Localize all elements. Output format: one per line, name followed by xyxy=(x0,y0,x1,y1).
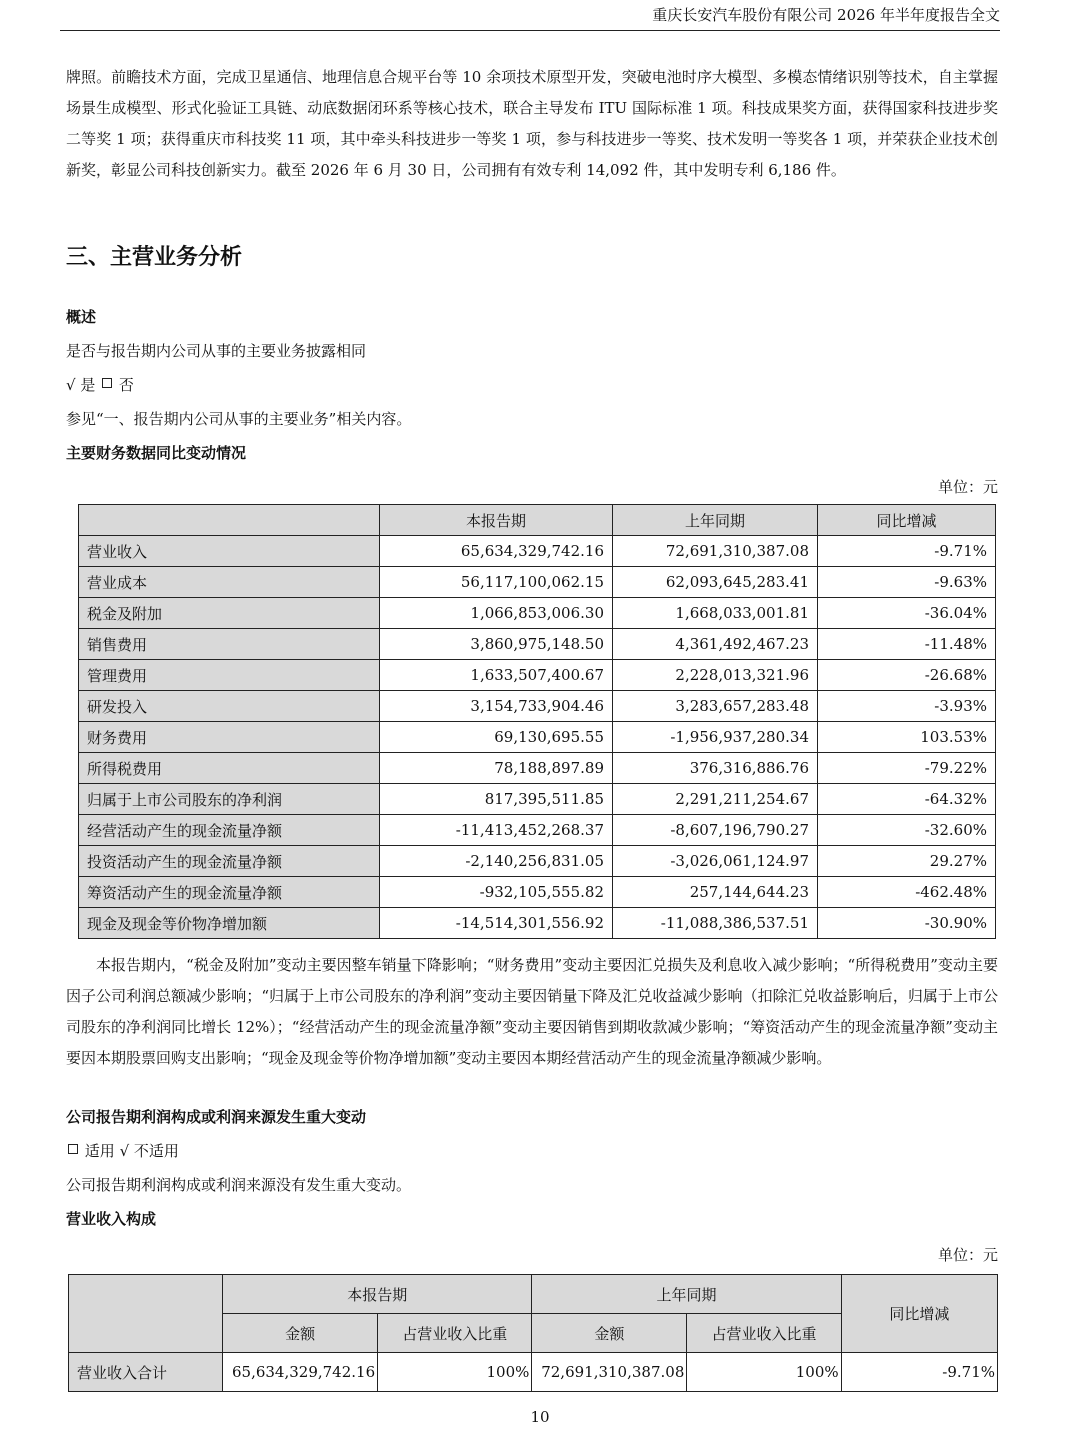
current-period-value: 65,634,329,742.16 xyxy=(380,536,613,567)
prior-period-value: 72,691,310,387.08 xyxy=(613,536,818,567)
table-header-row xyxy=(79,505,996,536)
check-apply: 适用 xyxy=(84,1142,115,1160)
table-row xyxy=(79,567,996,598)
current-share: 100% xyxy=(378,1353,532,1392)
change-value: -9.71% xyxy=(841,1353,997,1392)
table-row xyxy=(79,908,996,939)
column-header: 本报告期 xyxy=(380,505,613,536)
yoy-change-value: -9.63% xyxy=(818,567,996,598)
overview-reference: 参见“一、报告期内公司从事的主要业务”相关内容。 xyxy=(66,410,412,428)
current-period-value: 3,154,733,904.46 xyxy=(380,691,613,722)
revenue-composition-heading: 营业收入构成 xyxy=(66,1210,157,1228)
row-label: 营业收入合计 xyxy=(69,1353,223,1392)
yoy-change-value: 103.53% xyxy=(818,722,996,753)
row-label: 归属于上市公司股东的净利润 xyxy=(79,784,380,815)
current-period-value: 817,395,511.85 xyxy=(380,784,613,815)
yoy-change-value: -64.32% xyxy=(818,784,996,815)
yoy-change-value: -462.48% xyxy=(818,877,996,908)
section-title: 三、主营业务分析 xyxy=(66,244,243,270)
unit-label: 单位：元 xyxy=(937,478,998,496)
current-period-value: -14,514,301,556.92 xyxy=(380,908,613,939)
column-header: 上年同期 xyxy=(613,505,818,536)
row-label: 投资活动产生的现金流量净额 xyxy=(79,846,380,877)
profit-change-heading: 公司报告期利润构成或利润来源发生重大变动 xyxy=(66,1108,367,1126)
prior-amount: 72,691,310,387.08 xyxy=(532,1353,687,1392)
row-label: 营业成本 xyxy=(79,567,380,598)
unit-label: 单位：元 xyxy=(937,1246,998,1264)
table-header-row xyxy=(69,1275,998,1314)
column-header-amount: 金额 xyxy=(223,1314,378,1353)
revenue-composition-table xyxy=(68,1274,998,1392)
table-row xyxy=(69,1353,998,1392)
financial-changes-heading: 主要财务数据同比变动情况 xyxy=(66,444,247,462)
profit-change-statement: 公司报告期利润构成或利润来源没有发生重大变动。 xyxy=(66,1176,412,1194)
yoy-change-value: -9.71% xyxy=(818,536,996,567)
column-header-change: 同比增减 xyxy=(841,1275,997,1353)
current-period-value: 56,117,100,062.15 xyxy=(380,567,613,598)
current-period-value: 1,066,853,006.30 xyxy=(380,598,613,629)
column-header: 同比增减 xyxy=(818,505,996,536)
table-row xyxy=(79,660,996,691)
table-row xyxy=(79,753,996,784)
yoy-change-value: -26.68% xyxy=(818,660,996,691)
check-yes: √ 是 xyxy=(66,376,96,394)
yoy-change-value: -3.93% xyxy=(818,691,996,722)
financial-changes-note: 本报告期内，“税金及附加”变动主要因整车销量下降影响；“财务费用”变动主要因汇兑损失及利息收入减少影响；“所得税费用”变动主要因子公司利润总额减少影响；“归属于上市公司股东的净利润”变动主要因销量下降及汇兑收益减少影响（扣除汇兑收益影响后，归属于上市公司股东的净利润同比增长 12%）；“经营活动产生的现金流量净额”变动主要因销售到期收款减少影响；“筹资活动产生的现金流量净额”变动主要因本期股票回购支出影响；“现金及现金等价物净增加额”变动主要因本期经营活动产生的现金流量净额减少影响。 xyxy=(66,956,998,1067)
prior-period-value: 1,668,033,001.81 xyxy=(613,598,818,629)
table-row xyxy=(79,722,996,753)
current-period-value: 78,188,897.89 xyxy=(380,753,613,784)
column-header xyxy=(79,505,380,536)
current-amount: 65,634,329,742.16 xyxy=(223,1353,378,1392)
column-header-share: 占营业收入比重 xyxy=(687,1314,841,1353)
report-title: 重庆长安汽车股份有限公司 2026 年半年度报告全文 xyxy=(652,6,1000,24)
prior-period-value: -3,026,061,124.97 xyxy=(613,846,818,877)
check-no: 否 xyxy=(118,376,134,394)
row-label: 管理费用 xyxy=(79,660,380,691)
yoy-change-value: 29.27% xyxy=(818,846,996,877)
prior-period-value: -1,956,937,280.34 xyxy=(613,722,818,753)
unchecked-box-icon xyxy=(68,1144,78,1154)
prior-period-value: -11,088,386,537.51 xyxy=(613,908,818,939)
row-label: 财务费用 xyxy=(79,722,380,753)
row-label: 经营活动产生的现金流量净额 xyxy=(79,815,380,846)
intro-paragraph: 牌照。前瞻技术方面，完成卫星通信、地理信息合规平台等 10 余项技术原型开发，突破电池时序大模型、多模态情绪识别等技术，自主掌握场景生成模型、形式化验证工具链、动底数据闭环系等核心技术，联合主导发布 ITU 国际标准 1 项。科技成果奖方面，获得国家科技进步奖二等奖 1 项；获得重庆市科技奖 11 项，其中牵头科技进步一等奖 1 项，参与科技进步一等奖、技术发明一等奖各 1 项，并荣获企业技术创新奖，彰显公司科技创新实力。截至 2026 年 6 月 30 日，公司拥有有效专利 14,092 件，其中发明专利 6,186 件。 xyxy=(66,68,998,179)
row-label: 现金及现金等价物净增加额 xyxy=(79,908,380,939)
yoy-change-value: -36.04% xyxy=(818,598,996,629)
current-period-value: -2,140,256,831.05 xyxy=(380,846,613,877)
prior-period-value: 2,291,211,254.67 xyxy=(613,784,818,815)
current-period-value: -11,413,452,268.37 xyxy=(380,815,613,846)
current-period-value: -932,105,555.82 xyxy=(380,877,613,908)
prior-share: 100% xyxy=(687,1353,841,1392)
table-row xyxy=(79,536,996,567)
unchecked-box-icon xyxy=(102,378,112,388)
table-row xyxy=(79,784,996,815)
page-number: 10 xyxy=(530,1408,550,1426)
current-period-value: 69,130,695.55 xyxy=(380,722,613,753)
overview-heading: 概述 xyxy=(66,308,97,326)
current-period-value: 1,633,507,400.67 xyxy=(380,660,613,691)
row-label: 营业收入 xyxy=(79,536,380,567)
table-row xyxy=(79,598,996,629)
prior-period-value: 4,361,492,467.23 xyxy=(613,629,818,660)
overview-question: 是否与报告期内公司从事的主要业务披露相同 xyxy=(66,342,367,360)
column-header-amount: 金额 xyxy=(532,1314,687,1353)
table-row xyxy=(79,691,996,722)
table-row xyxy=(79,846,996,877)
column-header-share: 占营业收入比重 xyxy=(378,1314,532,1353)
row-label: 所得税费用 xyxy=(79,753,380,784)
prior-period-value: -8,607,196,790.27 xyxy=(613,815,818,846)
row-label: 筹资活动产生的现金流量净额 xyxy=(79,877,380,908)
group-header-current: 本报告期 xyxy=(223,1275,532,1314)
yoy-change-value: -32.60% xyxy=(818,815,996,846)
prior-period-value: 62,093,645,283.41 xyxy=(613,567,818,598)
prior-period-value: 257,144,644.23 xyxy=(613,877,818,908)
row-label: 研发投入 xyxy=(79,691,380,722)
yoy-change-value: -11.48% xyxy=(818,629,996,660)
table-row xyxy=(79,877,996,908)
prior-period-value: 376,316,886.76 xyxy=(613,753,818,784)
page-header xyxy=(60,0,1000,31)
financial-changes-table xyxy=(78,504,996,939)
current-period-value: 3,860,975,148.50 xyxy=(380,629,613,660)
table-row xyxy=(79,629,996,660)
prior-period-value: 2,228,013,321.96 xyxy=(613,660,818,691)
check-not-apply: √ 不适用 xyxy=(119,1142,179,1160)
profit-change-checkbox-line xyxy=(66,1140,179,1161)
yoy-change-value: -79.22% xyxy=(818,753,996,784)
row-label: 税金及附加 xyxy=(79,598,380,629)
group-header-prior: 上年同期 xyxy=(532,1275,841,1314)
table-row xyxy=(79,815,996,846)
row-label: 销售费用 xyxy=(79,629,380,660)
prior-period-value: 3,283,657,283.48 xyxy=(613,691,818,722)
overview-checkbox-line xyxy=(66,374,134,395)
blank-header-cell xyxy=(69,1275,223,1353)
yoy-change-value: -30.90% xyxy=(818,908,996,939)
